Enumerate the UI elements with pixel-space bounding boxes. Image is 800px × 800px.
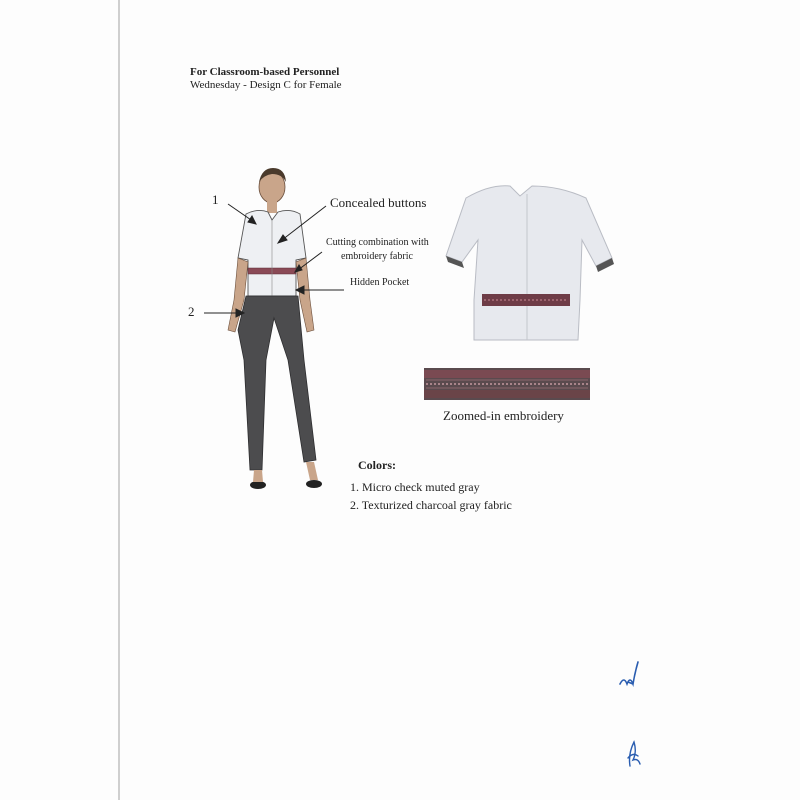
- marker-1: 1: [212, 192, 219, 207]
- document-subtitle: Wednesday - Design C for Female: [190, 79, 342, 91]
- document-title: For Classroom-based Personnel: [190, 66, 340, 78]
- colors-heading: Colors:: [358, 458, 396, 472]
- hidden-pocket-label: Hidden Pocket: [350, 277, 410, 288]
- color-item: 1. Micro check muted gray: [350, 480, 480, 494]
- cutting-combination-label-line1: Cutting combination with: [326, 237, 429, 248]
- embroidery-caption: Zoomed-in embroidery: [443, 408, 564, 423]
- cutting-combination-label-line2: embroidery fabric: [341, 251, 413, 262]
- color-item: 2. Texturized charcoal gray fabric: [350, 498, 512, 512]
- marker-2: 2: [188, 304, 195, 319]
- concealed-buttons-label: Concealed buttons: [330, 195, 427, 210]
